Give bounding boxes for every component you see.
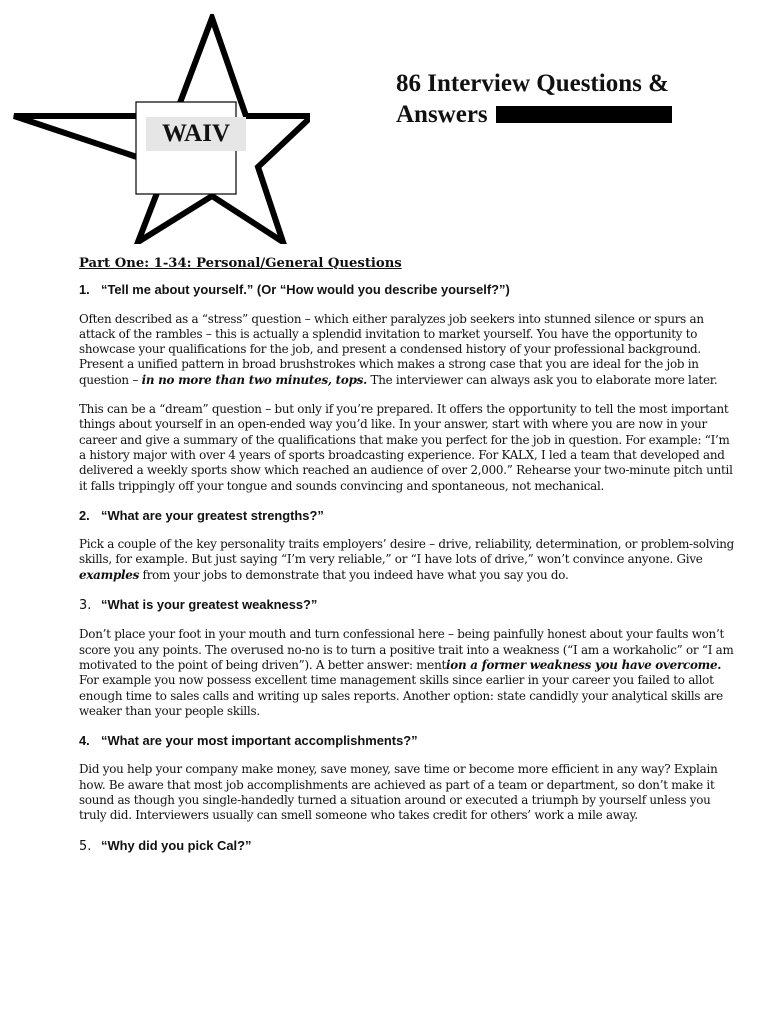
answer-3 [79,627,739,719]
document-title [396,68,736,130]
title-line-2-text: Answers [396,101,488,128]
document-body [79,256,739,868]
redaction-bar [496,106,672,123]
answer-1-paragraph-1 [79,312,739,388]
answer-1-paragraph-2: This can be a “dream” question – but only if you’re prepared. It offers the opportunity to tell the most important things about yourself in an open-ended way you’d like. In your answer, start with where you are now in your career and give a summary of the qualifications that make you perfect for the job in question. For example: “I’m a history major with over 4 years of sports broadcasting experience. For KALX, I led a team that developed and delivered a weekly sports show which reached an audience of over 2,000.” Rehearse your two-minute pitch until it falls trippingly off your tongue and sounds convincing and spontaneous, not mechanical. [79,402,733,493]
part-one-heading: Part One: 1-34: Personal/General Questions [79,256,402,271]
answer-text: Don’t place your foot in your mouth and turn confessional here – being painfully honest about your faults won’t score you any points. The overused no-no is to turn a positive trait into a weakness (“I am a workaholic” or “I am motivated to the point of being driven”). A better answer: ment [79,627,734,672]
question-text: “What is your greatest weakness?” [101,597,318,613]
answer-emphasis: ion a former weakness you have overcome. [446,657,722,672]
question-number: 1. [79,282,90,298]
question-number: 2. [79,507,90,523]
question-3 [79,597,739,613]
answer-text: The interviewer can always ask you to elaborate more later. [367,372,718,387]
answer-emphasis: examples [79,567,140,582]
answer-4: Did you help your company make money, save money, save time or become more efficient in any way? Explain how. Be aware that most job accomplishments are achieved as part of a team or department, so don’t make it sound as though you single-handedly turned a situation around or executed a triumph by yourself unless you truly did. Interviewers usually can smell someone who takes credit for others’ work a mile away. [79,762,718,823]
star-logo [10,14,310,244]
question-4 [79,733,739,748]
answer-text: For example you now possess excellent time management skills since earlier in your career you failed to allot enough time to sales calls and writing up sales reports. Another option: state candidly your analytical skills are weaker than your people skills. [79,673,723,718]
answer-text: Pick a couple of the key personality traits employers’ desire – drive, reliability, determination, or problem-solving skills, for example. But just saying “I’m very reliable,” or “I have lots of drive,” won’t convince anyone. Give [79,537,735,567]
question-5 [79,838,739,854]
logo-text: WAIV [146,117,246,151]
question-text: “What are your most important accomplishments?” [101,733,418,749]
answer-text: Often described as a “stress” question – which either paralyzes job seekers into stunned silence or spurs an attack of the rambles – this is actually a splendid invitation to market yourself. You have the opportunity to showcase your qualifications for the job, and present a condensed history of your professional background. Present a unified pattern in broad brushstrokes which makes a strong case that you are ideal for the job in question – [79,311,704,387]
question-1 [79,282,739,297]
title-line-1: 86 Interview Questions & [396,70,669,97]
title-line-2 [396,99,736,130]
answer-emphasis: in no more than two minutes, tops. [141,372,367,387]
question-number: 4. [79,733,90,749]
answer-2 [79,537,739,583]
question-2 [79,508,739,523]
question-text: “Tell me about yourself.” (Or “How would you describe yourself?”) [101,282,510,298]
answer-text: from your jobs to demonstrate that you indeed have what you say you do. [139,567,569,582]
question-text: “Why did you pick Cal?” [101,837,252,853]
question-text: “What are your greatest strengths?” [101,507,324,523]
question-number: 5. [79,838,92,854]
question-number: 3. [79,598,92,614]
